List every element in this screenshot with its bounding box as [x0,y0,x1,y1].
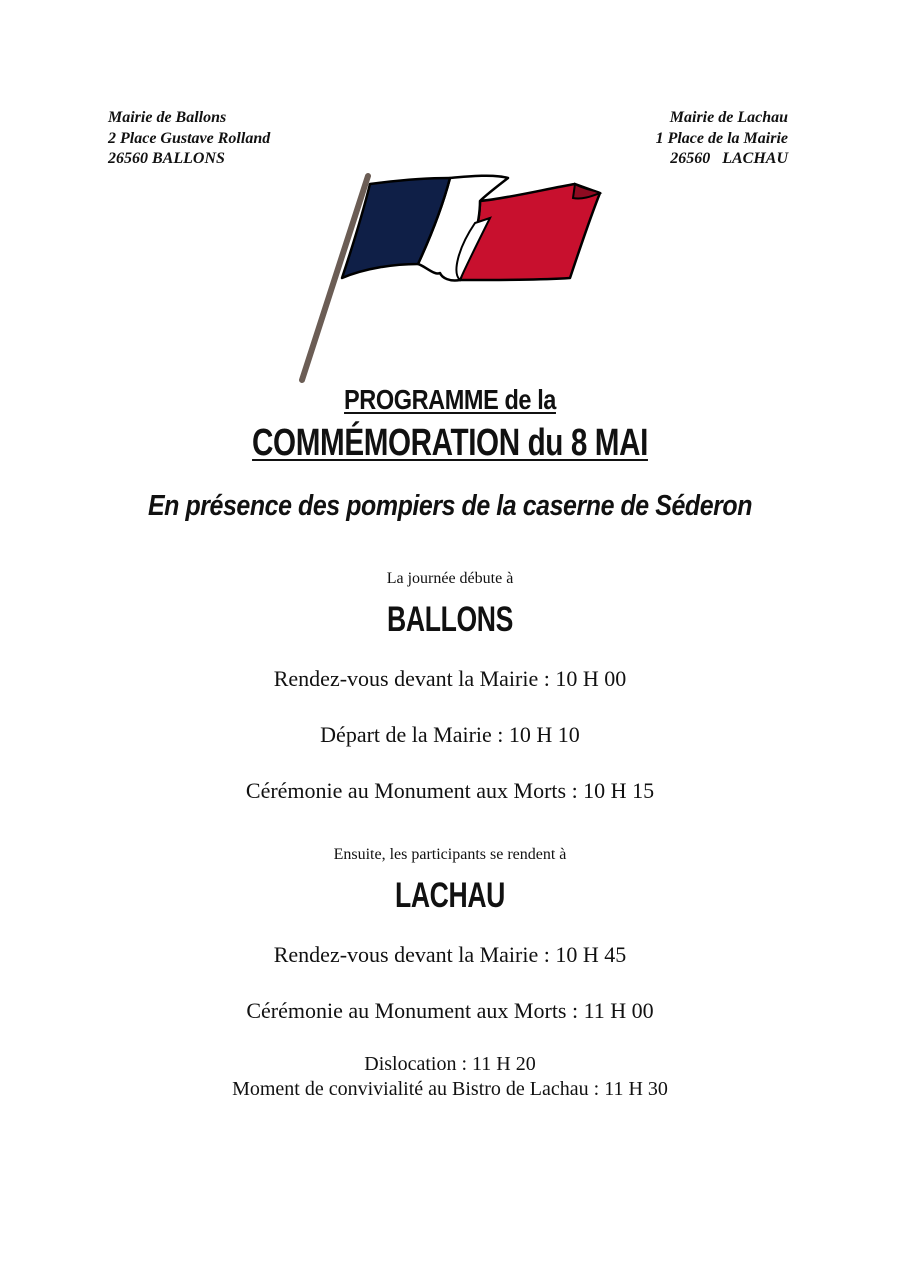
lachau-dislocation: Dislocation : 11 H 20 [364,1053,536,1075]
ballons-item-2: Départ de la Mairie : 10 H 10 [320,722,580,747]
address-lachau [656,108,788,170]
address-lachau-line1: Mairie de Lachau [669,109,788,126]
address-ballons-line3: 26560 BALLONS [108,150,225,167]
address-ballons-line2: 2 Place Gustave Rolland [108,129,271,147]
lachau-town: LACHAU [394,876,506,915]
title-line1: PROGRAMME de la [344,384,556,415]
lachau-item-1: Rendez-vous devant la Mairie : 10 H 45 [273,942,627,967]
flag-pole [302,176,368,380]
ballons-item-1: Rendez-vous devant la Mairie : 10 H 00 [273,666,627,691]
address-ballons-line1: Mairie de Ballons [108,109,227,126]
ballons-intro: La journée débute à [386,570,514,587]
subtitle: En présence des pompiers de la caserne de Séderon [147,490,753,522]
lachau-item-2: Cérémonie au Monument aux Morts : 11 H 00 [246,998,654,1023]
lachau-conviviality: Moment de convivialité au Bistro de Lachau : 11 H 30 [232,1078,668,1100]
address-lachau-line3: 26560 LACHAU [670,150,788,167]
title-line2: COMMÉMORATION du 8 MAI [252,422,648,464]
address-ballons [108,108,270,170]
ballons-item-3: Cérémonie au Monument aux Morts : 10 H 15 [245,778,655,803]
address-lachau-line2: 1 Place de la Mairie [655,129,788,147]
french-flag-icon [290,168,610,388]
lachau-intro: Ensuite, les participants se rendent à [333,846,567,863]
ballons-town: BALLONS [387,600,513,639]
